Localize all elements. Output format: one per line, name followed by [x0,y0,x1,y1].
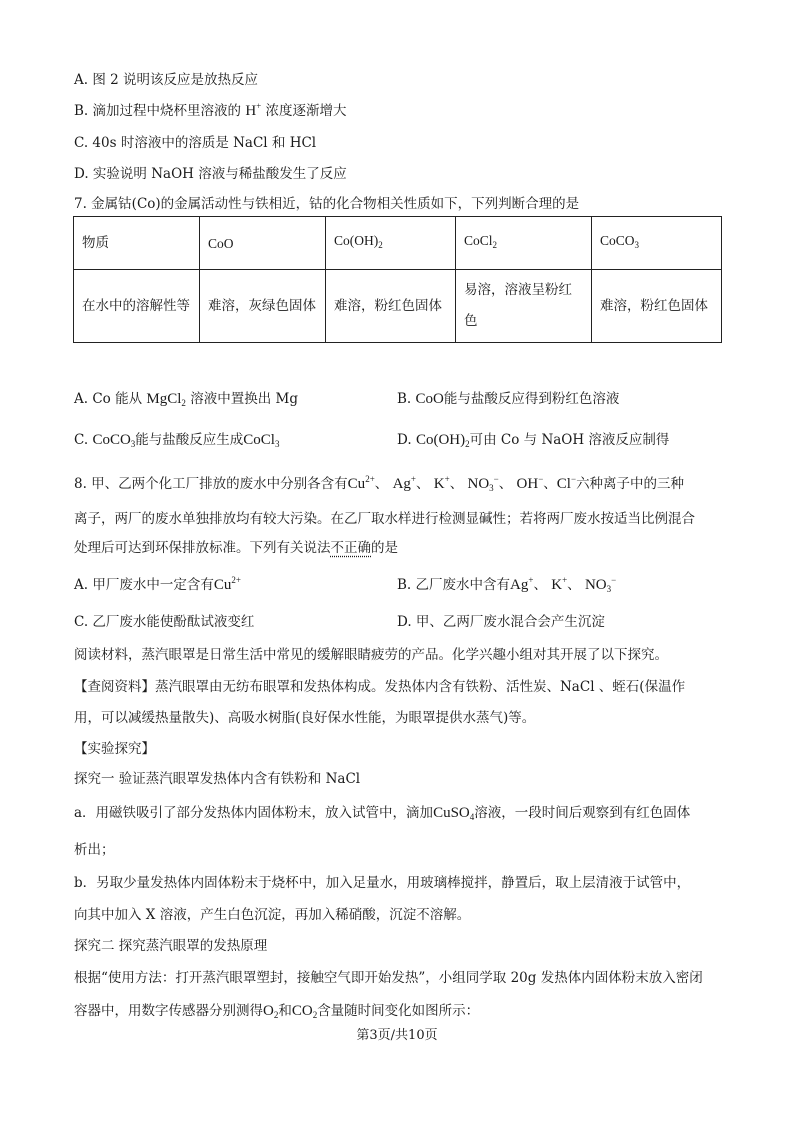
q6-option-a: A. 图 2 说明该反应是放热反应 [74,72,259,88]
inquiry1-step-a: a．用磁铁吸引了部分发热体内固体粉末，放入试管中，滴加CuSO$_4$溶液，一段时间后观察到有红色固体 [74,805,691,822]
inquiry1-step-b-line1: b．另取少量发热体内固体粉末于烧杯中，加入足量水，用玻璃棒搅拌，静置后，取上层清液于试管中， [74,875,691,891]
table-row-label: 在水中的溶解性等 [74,270,200,343]
inquiry1-title: 探究一 验证蒸汽眼罩发热体内含有铁粉和 NaCl [74,771,361,787]
q8-stem-line3: 处理后可达到环保排放标准。下列有关说法不正确的是 [74,540,398,556]
q7-stem: 7. 金属钴(Co)的金属活动性与铁相近，钴的化合物相关性质如下，下列判断合理的是 [74,196,580,212]
q8-stem-line1: 8. 甲、乙两个化工厂排放的废水中分别各含有$Cu^{2+}$、 Ag+、 K+、 $NO_3^-$、 OH−、Cl−六种离子中的三种 [74,474,685,493]
q6-option-b: B. 滴加过程中烧杯里溶液的 H+ 浓度逐渐增大 [74,101,347,119]
q8-option-b: B. 乙厂废水中含有Ag+、 K+、 $NO_3^-$ [397,575,617,594]
inquiry2-para-line2: 容器中，用数字传感器分别测得$O_2$和$CO_2$含量随时间变化如图所示： [74,1003,480,1020]
reading-info-line1: 【查阅资料】蒸汽眼罩由无纺布眼罩和发热体构成。发热体内含有铁粉、活性炭、NaCl 、蛭石(保温作 [74,679,686,695]
reading-info-line2: 用，可以减缓热量散失)、高吸水树脂(良好保水性能，为眼罩提供水蒸气)等。 [74,710,536,726]
reading-intro: 阅读材料，蒸汽眼罩是日常生活中常见的缓解眼睛疲劳的产品。化学兴趣小组对其开展了以下探究。 [74,647,668,663]
cobalt-compounds-table [73,216,722,343]
table-header-row [74,217,722,270]
experiment-heading: 【实验探究】 [74,741,155,757]
table-header-cooh2: $Co(OH)_2$ [326,217,456,270]
page-footer: 第3页/共10页 [356,1028,438,1043]
inquiry2-title: 探究二 探究蒸汽眼罩的发热原理 [74,938,268,954]
table-header-substance: 物质 [74,217,200,270]
table-cell-cocl2: 易溶，溶液呈粉红色 [456,270,592,343]
q7-option-c: C. CoCO$_3$能与盐酸反应生成CoCl$_3$ [74,432,280,449]
table-cell-cooh2: 难溶，粉红色固体 [326,270,456,343]
q8-stem-line2: 离子，两厂的废水单独排放均有较大污染。在乙厂取水样进行检测显碱性；若将两厂废水按适当比例混合 [74,511,695,527]
inquiry1-step-b-line2: 向其中加入 X 溶液，产生白色沉淀，再加入稀硝酸，沉淀不溶解。 [74,907,471,923]
q8-option-a: A. 甲厂废水中一定含有$Cu^{2+}$ [74,575,241,593]
q6-option-d: D. 实验说明 NaOH 溶液与稀盐酸发生了反应 [74,166,347,182]
inquiry1-step-a-cont: 析出； [74,842,115,858]
table-header-coo: CoO [200,217,326,270]
table-row [74,270,722,343]
q8-option-d: D. 甲、乙两厂废水混合会产生沉淀 [397,614,605,630]
q8-option-c: C. 乙厂废水能使酚酞试液变红 [74,614,255,630]
table-cell-coco3: 难溶，粉红色固体 [592,270,722,343]
q7-option-d: D. $Co(OH)_2$可由 Co 与 NaOH 溶液反应制得 [397,432,670,449]
q7-option-a: A. Co 能从 MgCl$_2$ 溶液中置换出 Mg [74,391,298,408]
table-cell-coo: 难溶，灰绿色固体 [200,270,326,343]
q7-option-b: B. CoO能与盐酸反应得到粉红色溶液 [397,391,620,407]
q6-option-c: C. 40s 时溶液中的溶质是 NaCl 和 HCl [74,135,317,151]
inquiry2-para-line1: 根据“使用方法：打开蒸汽眼罩塑封，接触空气即开始发热”，小组同学取 20g 发热体内固体粉末放入密闭 [74,970,703,986]
table-header-cocl2: CoCl$_2$ [456,217,592,270]
table-header-coco3: CoCO$_3$ [592,217,722,270]
